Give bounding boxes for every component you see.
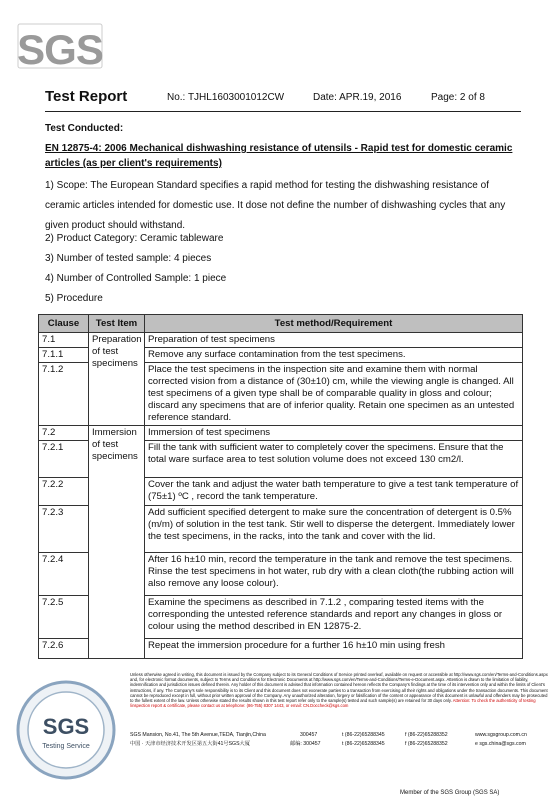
sgs-testing-service-seal bbox=[14, 678, 118, 782]
clause-cell: 7.2.1 bbox=[39, 441, 89, 478]
requirement-cell: Place the test specimens in the inspection site and examine them with normal corrected vision from a distance of (30±10) cm, while the viewing angle is changed. All test specimens of a given type shall be of comparable quality in gloss and colour; discard any specimens that are of inferior quality. Retain one specimen as an untested reference standard. bbox=[145, 363, 523, 426]
fax-2: f (86-22)65288352 bbox=[405, 741, 448, 747]
report-header bbox=[45, 89, 545, 107]
clause-cell: 7.2.3 bbox=[39, 506, 89, 553]
table-header-row bbox=[39, 315, 523, 333]
requirement-cell: Preparation of test specimens bbox=[145, 333, 523, 348]
procedure-heading: 5) Procedure bbox=[45, 293, 103, 304]
svg-text:Testing Service: Testing Service bbox=[42, 743, 90, 750]
sgs-group-membership: Member of the SGS Group (SGS SA) bbox=[400, 790, 500, 796]
fax: f (86-22)65288352 bbox=[405, 732, 448, 738]
table-row bbox=[39, 426, 523, 441]
header-test-method: Test method/Requirement bbox=[145, 315, 523, 333]
table-row bbox=[39, 333, 523, 348]
address-chinese: 中国 · 天津市经济技术开发区第五大街41号SGS大厦 bbox=[130, 741, 250, 747]
requirement-cell: Examine the specimens as described in 7.1.2 , comparing tested items with the corresponding the untested reference standards and report any changes in gloss or colour using the method described in EN 12875-2. bbox=[145, 596, 523, 639]
test-item-cell: Preparation of test specimens bbox=[89, 333, 145, 426]
clause-cell: 7.2.4 bbox=[39, 553, 89, 596]
requirement-cell: Immersion of test specimens bbox=[145, 426, 523, 441]
product-category: 2) Product Category: Ceramic tableware bbox=[45, 233, 224, 244]
header-divider bbox=[45, 111, 521, 112]
report-title: Test Report bbox=[45, 88, 128, 105]
svg-text:SGS: SGS bbox=[42, 714, 90, 739]
section-title: EN 12875-4: 2006 Mechanical dishwashing resistance of utensils - Rapid test for domestic ceramic articles (as per client's requirements) bbox=[45, 143, 513, 169]
postcode-label: 邮编: 300457 bbox=[290, 741, 321, 747]
website: www.sgsgroup.com.cn bbox=[475, 732, 527, 738]
report-footer bbox=[0, 668, 556, 812]
test-item-cell: Immersion of test specimens bbox=[89, 426, 145, 659]
controlled-sample-count: 4) Number of Controlled Sample: 1 piece bbox=[45, 273, 227, 284]
svg-text:SGS: SGS bbox=[17, 26, 103, 70]
procedure-table bbox=[38, 314, 523, 659]
clause-cell: 7.2.2 bbox=[39, 478, 89, 506]
email: e sgs.china@sgs.com bbox=[475, 741, 526, 747]
report-number: No.: TJHL1603001012CW bbox=[167, 92, 285, 103]
requirement-cell: Cover the tank and adjust the water bath temperature to give a test tank temperature of (75±1) ºC , record the tank temperature. bbox=[145, 478, 523, 506]
clause-cell: 7.2.6 bbox=[39, 639, 89, 659]
telephone-2: t (86-22)65288345 bbox=[342, 741, 385, 747]
clause-cell: 7.1.2 bbox=[39, 363, 89, 426]
header-test-item: Test Item bbox=[89, 315, 145, 333]
header-clause: Clause bbox=[39, 315, 89, 333]
disclaimer-block bbox=[130, 672, 548, 708]
tested-sample-count: 3) Number of tested sample: 4 pieces bbox=[45, 253, 212, 264]
scope-text: 1) Scope: The European Standard specifies a rapid method for testing the dishwashing resistance of ceramic articles intended for domestic use. It dose not define the number of dishwashing cycles that any given product should withstand. bbox=[45, 180, 506, 231]
requirement-cell: Repeat the immersion procedure for a further 16 h±10 min using fresh bbox=[145, 639, 523, 659]
disclaimer-text: Unless otherwise agreed in writing, this document is issued by the Company subject to its General Conditions of Service printed overleaf, available on request or accessible at http://www.sgs.com/en/Terms-and-Conditions.aspx and, for electronic format documents, subject to Terms and Conditions for Electronic Documents at http://www.sgs.com/en/Terms-and-Conditions/Terms-e-Document.aspx. Attention is drawn to the limitation of liability, indemnification and jurisdiction issues defined therein. Any holder of this document is advised that information contained hereon reflects the Company's findings at the time of its intervention only and within the limits of Client's instructions, if any. The Company's sole responsibility is to its Client and this document does not exonerate parties to a transaction from exercising all their rights and obligations under the transaction documents. This document cannot be reproduced except in full, without prior written approval of the Company. Any unauthorized alteration, forgery or falsification of the content or appearance of this document is unlawful and offenders may be prosecuted to the fullest extent of the law. Unless otherwise stated the results shown in this test report refer only to the sample(s) tested and such sample(s) are retained for 30 days only. bbox=[130, 672, 548, 704]
authenticity-note: Attention: To check the authenticity of testing /inspection report & certificate, please contact us at telephone: (86-755) 8307 1443, or email: CN.Doccheck@sgs.com bbox=[130, 698, 536, 709]
requirement-cell: Add sufficient specified detergent to make sure the concentration of detergent is 0.5% (m/m) of solution in the test tank. Stir well to disperse the detergent. Immediately lower the test specimens, in the racks, into the tank and cover with the lid. bbox=[145, 506, 523, 553]
clause-cell: 7.1 bbox=[39, 333, 89, 348]
report-date: Date: APR.19, 2016 bbox=[313, 92, 402, 103]
requirement-cell: Fill the tank with sufficient water to completely cover the specimens. Ensure that the total ware surface area to test solution volume does not exceed 130 cm2/l. bbox=[145, 441, 523, 478]
requirement-cell: Remove any surface contamination from the test specimens. bbox=[145, 348, 523, 363]
telephone: t (86-22)65288345 bbox=[342, 732, 385, 738]
address-english: SGS Mansion, No.41, The 5th Avenue,TEDA, Tianjin,China bbox=[130, 732, 266, 738]
clause-cell: 7.2 bbox=[39, 426, 89, 441]
postcode: 300457 bbox=[300, 732, 318, 738]
page-number: Page: 2 of 8 bbox=[431, 92, 485, 103]
clause-cell: 7.1.1 bbox=[39, 348, 89, 363]
sgs-logo bbox=[14, 22, 106, 70]
test-conducted-heading: Test Conducted: bbox=[45, 123, 124, 134]
clause-cell: 7.2.5 bbox=[39, 596, 89, 639]
requirement-cell: After 16 h±10 min, record the temperature in the tank and remove the test specimens. Rinse the test specimens in hot water, rub dry with a clean cloth(the rubbing action will also remove any loose colour). bbox=[145, 553, 523, 596]
